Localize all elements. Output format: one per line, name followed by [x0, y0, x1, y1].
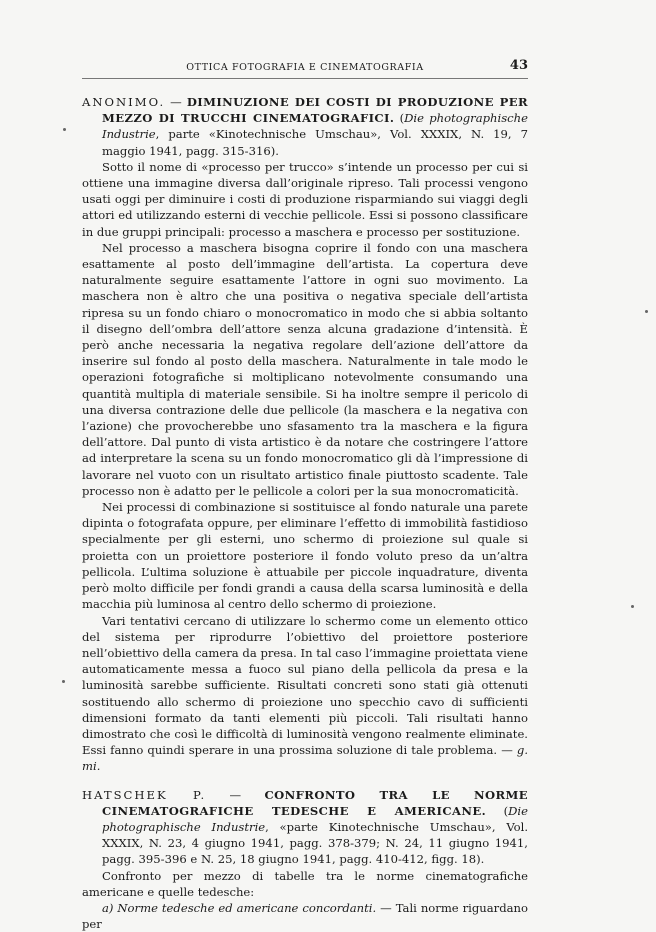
journal-name: Die photographische Industrie [102, 803, 528, 834]
volume-number: XXXIX [102, 836, 140, 851]
paragraph: Vari tentativi cercano di utilizzare lo schermo come un elemento ottico del sistema per riprodurre l’obiettivo del proiettore posteriore nell’obiettivo della camera da presa. In tal caso l’immagine proiettata viene automaticamente messa a fuoco sul piano della pellicola da presa e la luminosità sarebbe sufficiente. Risultati concreti sono stati già ottenuti sostituendo allo schermo di proiezione uno specchio cavo di sufficienti dimensioni formato da tanti elementi più piccoli. Tali risultati hanno dimostrato che così le difficoltà di luminosità vengono realmente eliminate. Essi fanno quindi sperare in una prossima soluzione di tale problema. — g. mi. [82, 613, 529, 774]
margin-mark [62, 680, 65, 683]
item-label: a) [102, 900, 114, 915]
abstract-entry-1 [82, 94, 528, 775]
paragraph: Nel processo a maschera bisogna coprire il fondo con una maschera esattamente al posto dell’immagine dell’artista. La copertura deve naturalmente seguire esattamente l’attore in ogni suo movimento. La maschera non è altro che una positiva o negativa speciale dell’artista ripresa su un fondo chiaro o monocromatico in modo che si abbia soltanto il disegno dell’ombra dell’attore senza alcuna gradazione d’intensità. È però anche necessaria la negativa regolare dell’azione dell’attore da inserire sul fondo al posto della maschera. Naturalmente in tale modo le operazioni fotografiche si moltiplicano notevolmente consumando una quantità multipla di materiale sensibile. Si ha inoltre sempre il pericolo di una diversa contrazione delle due pellicole (la maschera e la negativa con l’azione) che provocherebbe uno sfasamento tra la maschera e la figura dell’attore. Dal punto di vista artistico è da notare che costringere l’attore ad interpretare la scena su un fondo monocromatico gli dà l’impressione di lavorare nel vuoto con un risultato artistico finale piuttosto scadente. Tale processo non è adatto per le pellicole a colori per la sua monocromaticità. [82, 240, 528, 498]
margin-mark [631, 605, 634, 608]
entry-title: DIMINUZIONE DEI COSTI DI PRODUZIONE PER MEZZO DI TRUCCHI CINEMATOGRAFICI. [102, 95, 528, 126]
paragraph: Nei processi di combinazione si sostituisce al fondo naturale una parete dipinta o fotografata oppure, per eliminare l’effetto di immobilità fastidioso specialmente per gli esterni, uno schermo di proiezione sul quale si proietta con un proiettore posteriore il fondo voluto preso da un’altra pellicola. L’ultima soluzione è attuabile per piccole inquadrature, diventa però molto difficile per fondi grandi a causa della scarsa luminosità e della macchia più luminosa al centro dello schermo di proiezione. [82, 500, 528, 612]
reviewer-signature: g. mi. [82, 743, 529, 774]
running-header [82, 56, 528, 78]
entry-heading: HATSCHEK P. — CONFRONTO TRA LE NORME CINEMATOGRAFICHE TEDESCHE E AMERICANE. (Die photographische Industrie, «parte Kinotechnische Umschau», Vol. XXXIX, N. 23, 4 giugno 1941, pagg. 378-379; N. 24, 11 giugno 1941, pagg. 395-396 e N. 25, 18 giugno 1941, pagg. 410-412, figg. 18). [82, 787, 529, 867]
entry-author: HATSCHEK P. [82, 787, 207, 802]
entry-heading: ANONIMO. — DIMINUZIONE DEI COSTI DI PRODUZIONE PER MEZZO DI TRUCCHI CINEMATOGRAFICI. (Die photographische Industrie, parte «Kinotechnische Umschau», Vol. XXXIX, N. 19, 7 maggio 1941, pagg. 315-316). [82, 95, 528, 158]
entry-title: CONFRONTO TRA LE NORME CINEMATOGRAFICHE TEDESCHE E AMERICANE. [102, 787, 529, 818]
running-title: OTTICA FOTOGRAFIA E CINEMATOGRAFIA [186, 62, 424, 73]
page-number: 43 [509, 58, 528, 73]
entry-author: ANONIMO. [82, 95, 166, 109]
list-item: a) Norme tedesche ed americane concordanti. — Tali norme riguardano per [82, 900, 529, 932]
header-rule [82, 78, 528, 79]
item-title: Norme tedesche ed americane concordanti. [117, 900, 377, 915]
journal-name: Die photographische Industrie [102, 111, 528, 142]
margin-mark [645, 310, 648, 313]
paragraph: Sotto il nome di «processo per trucco» s’intende un processo per cui si ottiene una immagine diversa dall’originale ripreso. Tali processi vengono usati oggi per diminuire i costi di produzione risparmiando sui viaggi degli attori ed utilizzando esterni di vecchie pellicole. Essi si possono classificare in due gruppi principali: processo a maschera e processo per sostituzione. [82, 159, 528, 239]
paragraph: Confronto per mezzo di tabelle tra le norme cinematografiche americane e quelle tedesche: [82, 868, 528, 899]
margin-mark [63, 128, 66, 131]
abstract-entry-2 [82, 787, 528, 932]
page-body [82, 94, 528, 932]
citation-details: , N. 19, 7 maggio 1941, pagg. 315-316). [102, 127, 528, 158]
citation-details: , N. 23, 4 giugno 1941, pagg. 378-379; N. 24, 11 giugno 1941, pagg. 395-396 e N. 25, 18 giugno 1941, pagg. 410-412, figg. 18). [102, 836, 528, 867]
volume-number: XXXIX [420, 127, 459, 142]
